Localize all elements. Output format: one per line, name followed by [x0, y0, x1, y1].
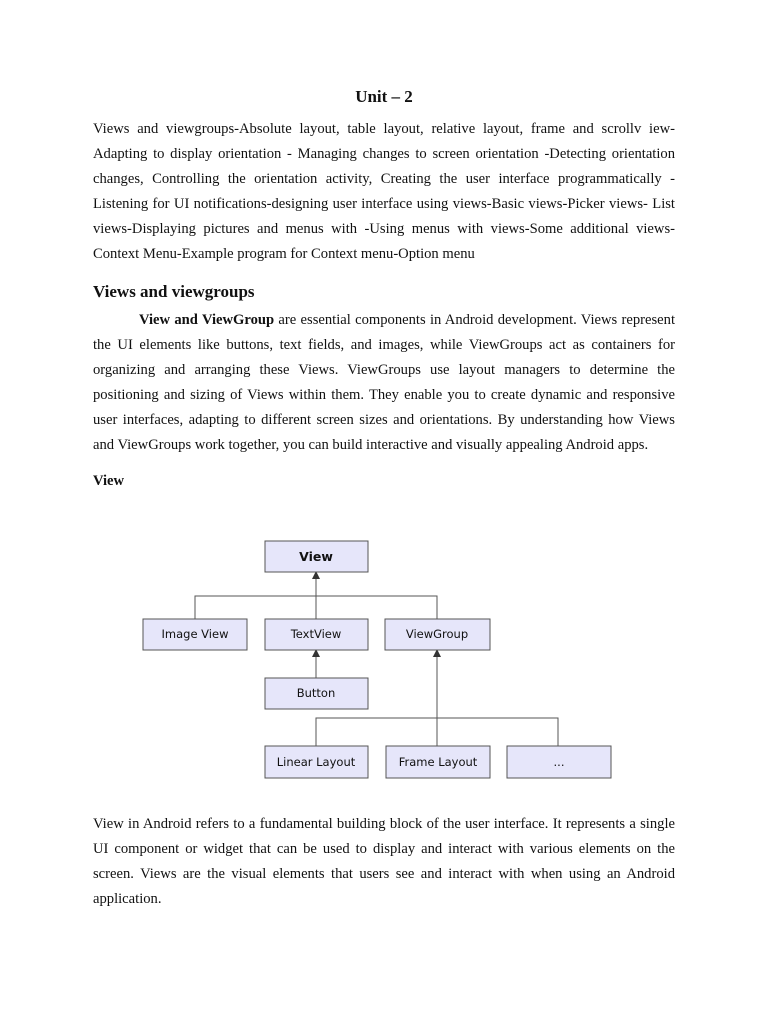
section-heading: Views and viewgroups — [93, 282, 255, 301]
diagram-edges — [195, 575, 558, 746]
node-view-label: View — [299, 549, 333, 564]
node-view — [265, 541, 368, 572]
view-heading: View — [93, 473, 125, 489]
node-more-label: ... — [553, 755, 565, 769]
view-paragraph: View in Android refers to a fundamental building block of the user interface. It represents a single UI component or widget that can be used to display and interact with various elements on the screen. Views are the visual elements that users see and interact with when using an Android application. — [93, 816, 675, 907]
node-text-view-label: TextView — [290, 627, 342, 641]
intro-text: are essential components in Android development. Views represent the UI elements like buttons, text fields, and images, while ViewGroups act as containers for organizing and arranging these Views. ViewGroups use layout managers to determine the positioning and sizing of Views within them. They enable you to create dynamic and responsive user interfaces, adapting to different screen sizes and orientations. By understanding how Views and ViewGroups work together, you can build interactive and visually appealing Android apps. — [93, 312, 676, 453]
node-frame-layout-label: Frame Layout — [398, 755, 478, 769]
node-linear-layout-label: Linear Layout — [276, 755, 356, 769]
intro-bold-term: View and ViewGroup — [139, 312, 275, 328]
node-image-view-label: Image View — [161, 627, 229, 641]
node-view-group-label: ViewGroup — [405, 627, 469, 641]
node-button — [265, 678, 368, 709]
node-image-view — [143, 619, 247, 650]
node-button-label: Button — [296, 686, 336, 700]
unit-title: Unit – 2 — [355, 87, 413, 106]
node-more — [507, 746, 611, 778]
node-view-group — [385, 619, 490, 650]
node-linear-layout — [265, 746, 368, 778]
node-text-view — [265, 619, 368, 650]
node-frame-layout — [386, 746, 490, 778]
syllabus-paragraph: Views and viewgroups-Absolute layout, table layout, relative layout, frame and scrollv iew- Adapting to display orientation - Managing changes to screen orientation -Detecting orientation changes, Controlling the orientation activity, Creating the user interface programmatically - Listening for UI notifications-designing user interface using views-Basic views-Picker views- List views-Displaying pictures and menus with -Using menus with views-Some additional views-Context Menu-Example program for Context menu-Option menu — [93, 121, 675, 262]
